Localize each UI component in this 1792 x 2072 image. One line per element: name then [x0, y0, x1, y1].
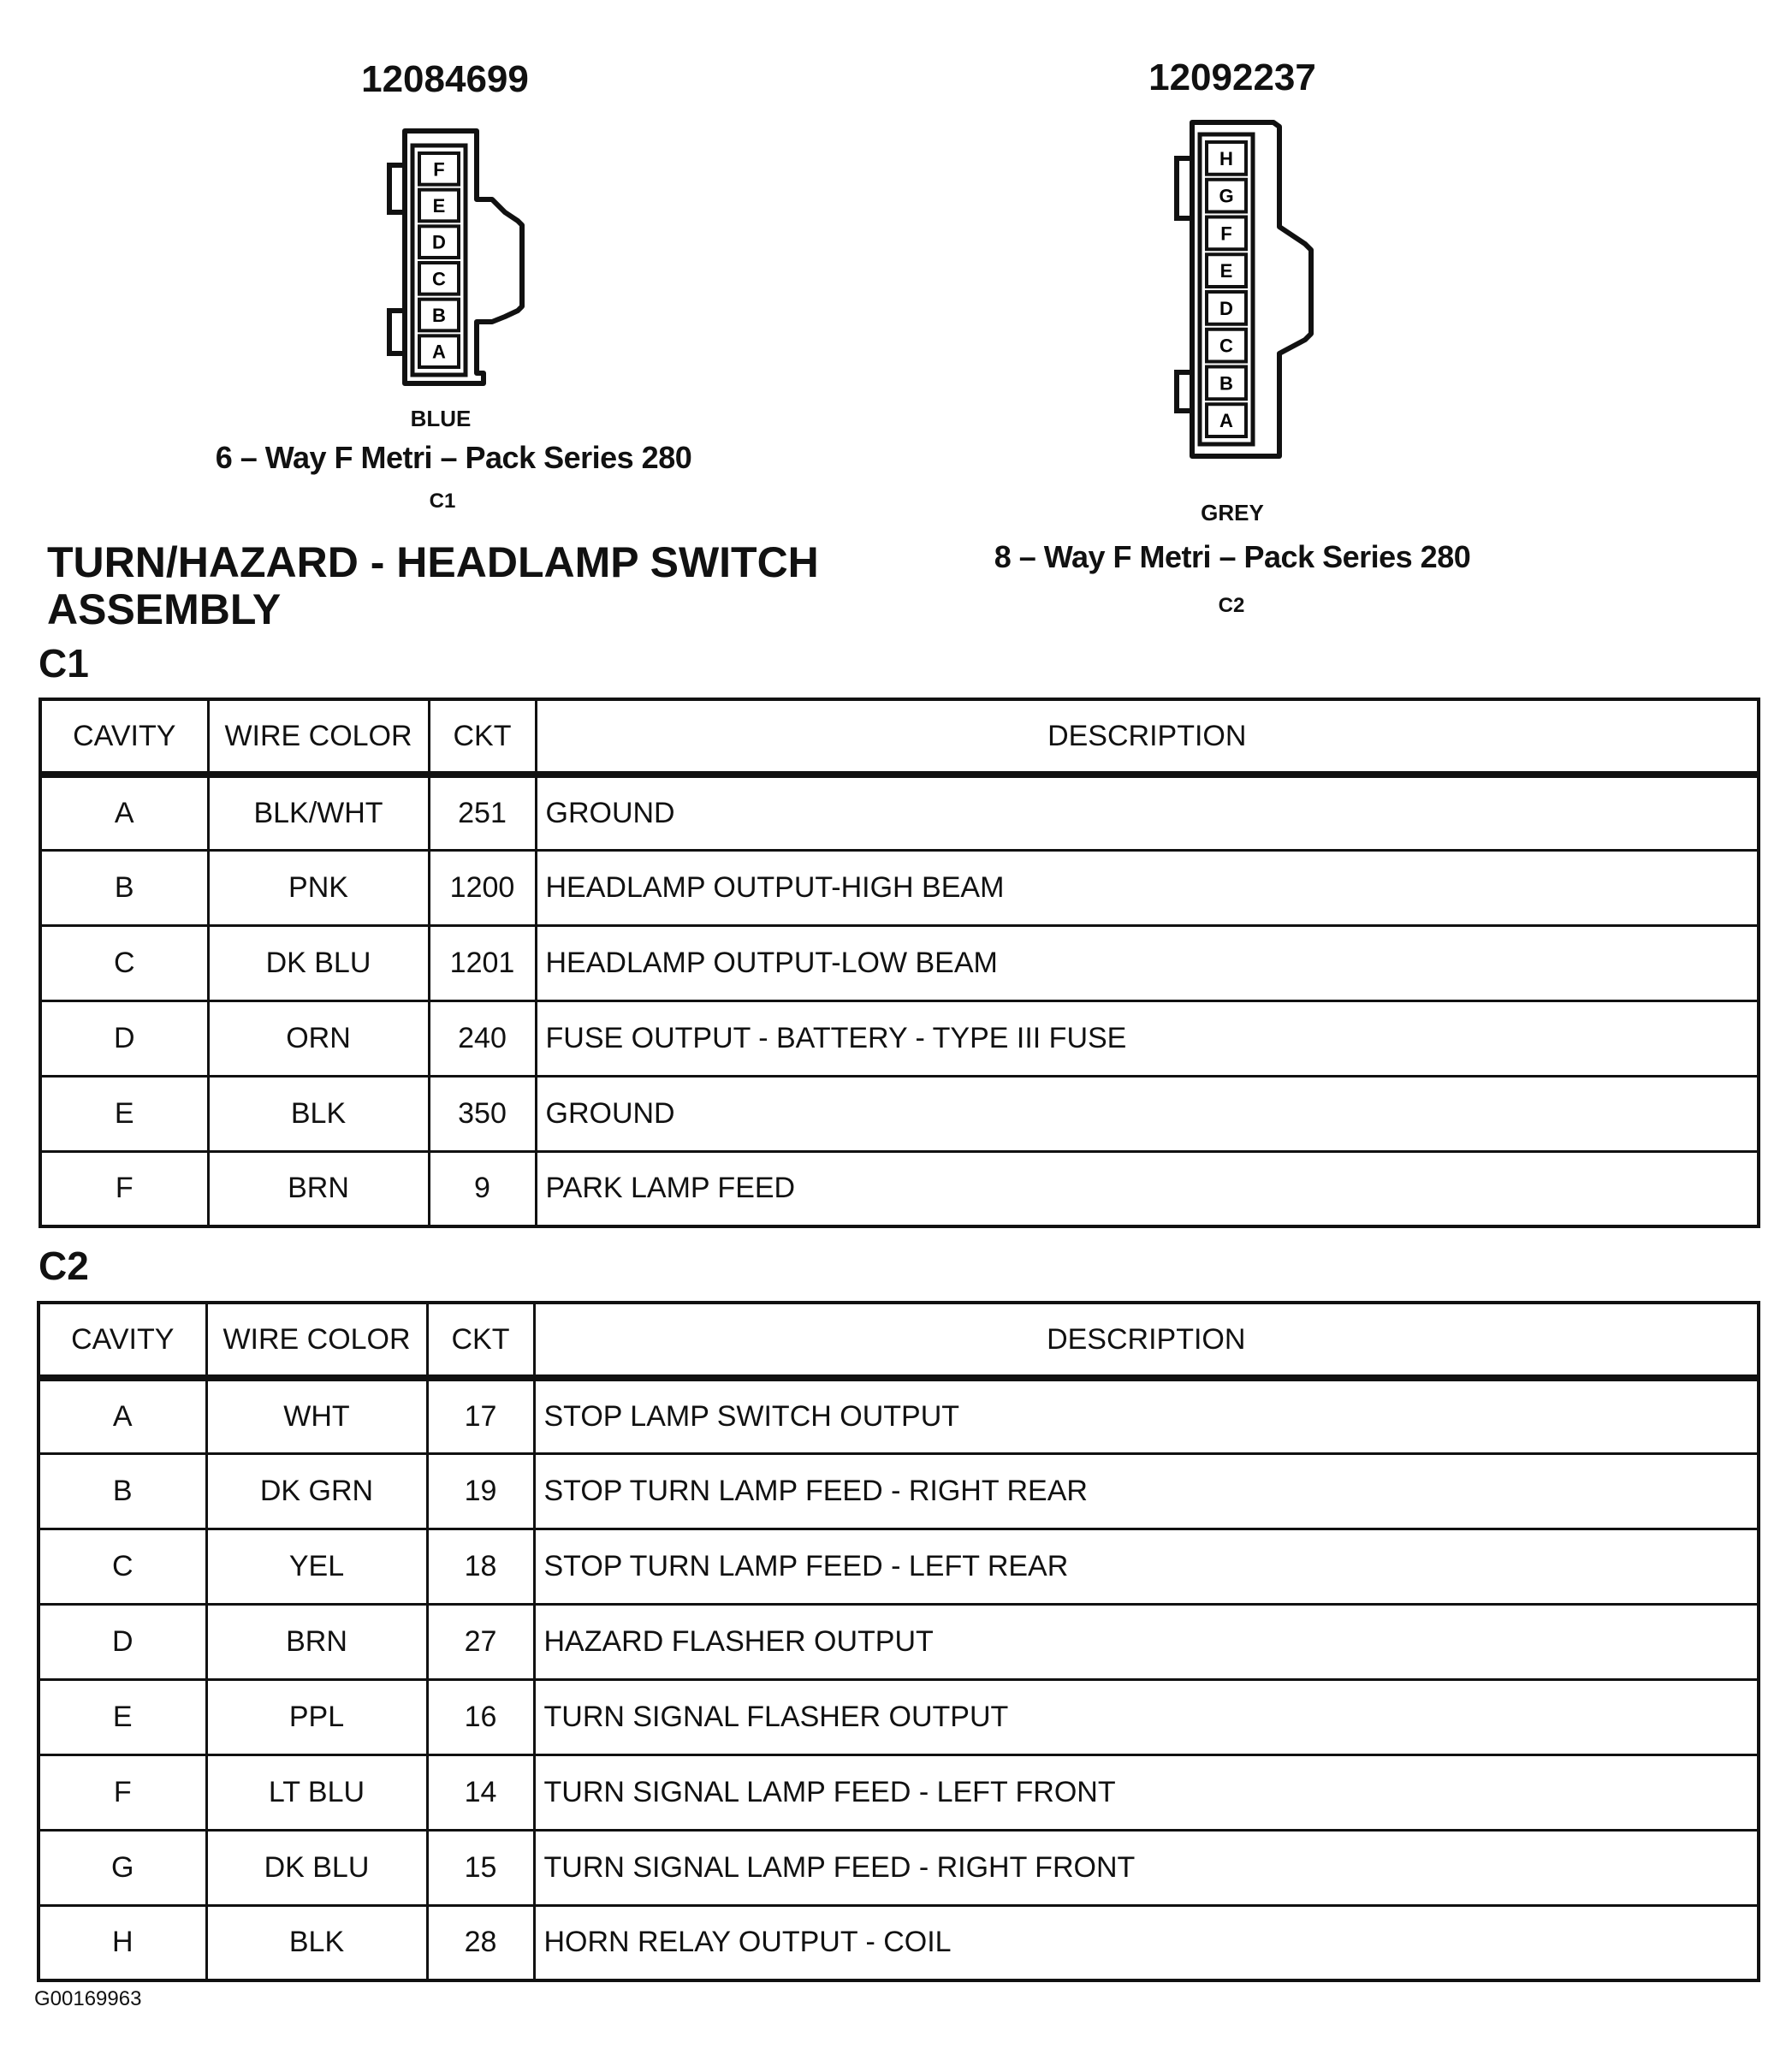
c1-table-label: C1 — [39, 641, 89, 686]
header-description: DESCRIPTION — [536, 699, 1759, 775]
c2-connector-series: 8 – Way F Metri – Pack Series 280 — [994, 539, 1471, 574]
cell-wire-color: ORN — [208, 1000, 429, 1076]
cell-wire-color: BLK — [208, 1076, 429, 1151]
c2-table-label: C2 — [39, 1244, 89, 1288]
cell-description: STOP TURN LAMP FEED - RIGHT REAR — [534, 1453, 1759, 1529]
table-row — [39, 1378, 1759, 1453]
cell-ckt: 19 — [427, 1453, 534, 1529]
figure-id: G00169963 — [34, 1987, 142, 2010]
cell-description: HEADLAMP OUTPUT-HIGH BEAM — [536, 850, 1759, 925]
cavity-letter: C — [432, 268, 446, 290]
c1-connector-diagram — [377, 127, 548, 401]
table-row — [40, 850, 1759, 925]
c1-connector-color: BLUE — [410, 406, 472, 431]
c2-connector-color: GREY — [1201, 500, 1264, 525]
table-row — [40, 1076, 1759, 1151]
cell-wire-color: BRN — [206, 1604, 427, 1679]
cavity-letter: D — [1219, 297, 1233, 319]
assembly-title: TURN/HAZARD - HEADLAMP SWITCH ASSEMBLY — [47, 538, 819, 633]
table-row — [39, 1604, 1759, 1679]
cell-description: TURN SIGNAL FLASHER OUTPUT — [534, 1679, 1759, 1754]
cell-ckt: 251 — [429, 775, 536, 850]
table-row — [39, 1754, 1759, 1830]
cell-cavity: B — [40, 850, 208, 925]
table-row — [39, 1529, 1759, 1604]
cavity-letter: D — [432, 231, 446, 253]
cavity-letter: H — [1219, 147, 1233, 169]
table-row — [40, 925, 1759, 1000]
cell-cavity: D — [40, 1000, 208, 1076]
cell-description: HAZARD FLASHER OUTPUT — [534, 1604, 1759, 1679]
header-cavity: CAVITY — [39, 1303, 206, 1378]
c1-part-number: 12084699 — [361, 58, 529, 100]
table-row — [40, 1151, 1759, 1226]
cell-description: STOP LAMP SWITCH OUTPUT — [534, 1378, 1759, 1453]
cavity-letter: G — [1219, 185, 1234, 207]
cell-wire-color: BLK — [206, 1905, 427, 1980]
cavity-letter: E — [432, 195, 446, 217]
table-header-row — [40, 699, 1759, 775]
cell-wire-color: DK BLU — [206, 1830, 427, 1905]
cell-description: PARK LAMP FEED — [536, 1151, 1759, 1226]
table-row — [39, 1830, 1759, 1905]
header-wire-color: WIRE COLOR — [208, 699, 429, 775]
cell-ckt: 1201 — [429, 925, 536, 1000]
cavity-letter: C — [1219, 335, 1233, 357]
cell-cavity: C — [40, 925, 208, 1000]
header-ckt: CKT — [429, 699, 536, 775]
cell-wire-color: DK GRN — [206, 1453, 427, 1529]
table-row — [39, 1905, 1759, 1980]
cavity-letter: F — [1220, 223, 1232, 245]
c1-pinout-table — [39, 698, 1760, 1228]
cell-description: STOP TURN LAMP FEED - LEFT REAR — [534, 1529, 1759, 1604]
cell-cavity: A — [39, 1378, 206, 1453]
cell-ckt: 27 — [427, 1604, 534, 1679]
cell-description: TURN SIGNAL LAMP FEED - LEFT FRONT — [534, 1754, 1759, 1830]
cell-wire-color: YEL — [206, 1529, 427, 1604]
cell-ckt: 28 — [427, 1905, 534, 1980]
table-row — [40, 775, 1759, 850]
cell-description: TURN SIGNAL LAMP FEED - RIGHT FRONT — [534, 1830, 1759, 1905]
cell-wire-color: BLK/WHT — [208, 775, 429, 850]
table-row — [39, 1453, 1759, 1529]
table-row — [40, 1000, 1759, 1076]
cell-cavity: G — [39, 1830, 206, 1905]
header-description: DESCRIPTION — [534, 1303, 1759, 1378]
cell-cavity: A — [40, 775, 208, 850]
c1-connector-series: 6 – Way F Metri – Pack Series 280 — [215, 440, 692, 475]
cell-cavity: E — [39, 1679, 206, 1754]
table-row — [39, 1679, 1759, 1754]
cell-description: HEADLAMP OUTPUT-LOW BEAM — [536, 925, 1759, 1000]
header-ckt: CKT — [427, 1303, 534, 1378]
cavity-letter: B — [1219, 372, 1233, 395]
cavity-letter: A — [432, 341, 446, 363]
cell-wire-color: LT BLU — [206, 1754, 427, 1830]
cell-wire-color: PNK — [208, 850, 429, 925]
c1-connector-label: C1 — [429, 490, 456, 513]
c2-part-number: 12092237 — [1148, 56, 1316, 98]
cell-cavity: H — [39, 1905, 206, 1980]
cavity-letter: E — [1219, 260, 1233, 282]
cell-description: GROUND — [536, 775, 1759, 850]
cell-cavity: D — [39, 1604, 206, 1679]
cell-cavity: F — [39, 1754, 206, 1830]
header-wire-color: WIRE COLOR — [206, 1303, 427, 1378]
cell-ckt: 15 — [427, 1830, 534, 1905]
header-cavity: CAVITY — [40, 699, 208, 775]
cell-description: GROUND — [536, 1076, 1759, 1151]
cell-ckt: 350 — [429, 1076, 536, 1151]
cell-ckt: 17 — [427, 1378, 534, 1453]
cell-wire-color: BRN — [208, 1151, 429, 1226]
cell-ckt: 1200 — [429, 850, 536, 925]
table-header-row — [39, 1303, 1759, 1378]
c2-connector-label: C2 — [1218, 594, 1245, 617]
cell-wire-color: DK BLU — [208, 925, 429, 1000]
cavity-letter: B — [432, 305, 446, 326]
cell-cavity: C — [39, 1529, 206, 1604]
cell-ckt: 16 — [427, 1679, 534, 1754]
cell-ckt: 240 — [429, 1000, 536, 1076]
c2-pinout-table — [37, 1301, 1760, 1982]
cell-ckt: 18 — [427, 1529, 534, 1604]
c2-connector-diagram — [1164, 116, 1335, 475]
cell-ckt: 14 — [427, 1754, 534, 1830]
cell-cavity: F — [40, 1151, 208, 1226]
cavity-letter: A — [1219, 410, 1233, 432]
cell-wire-color: PPL — [206, 1679, 427, 1754]
cell-ckt: 9 — [429, 1151, 536, 1226]
cell-description: HORN RELAY OUTPUT - COIL — [534, 1905, 1759, 1980]
cell-cavity: E — [40, 1076, 208, 1151]
cell-description: FUSE OUTPUT - BATTERY - TYPE III FUSE — [536, 1000, 1759, 1076]
cell-cavity: B — [39, 1453, 206, 1529]
cell-wire-color: WHT — [206, 1378, 427, 1453]
cavity-letter: F — [433, 158, 445, 181]
